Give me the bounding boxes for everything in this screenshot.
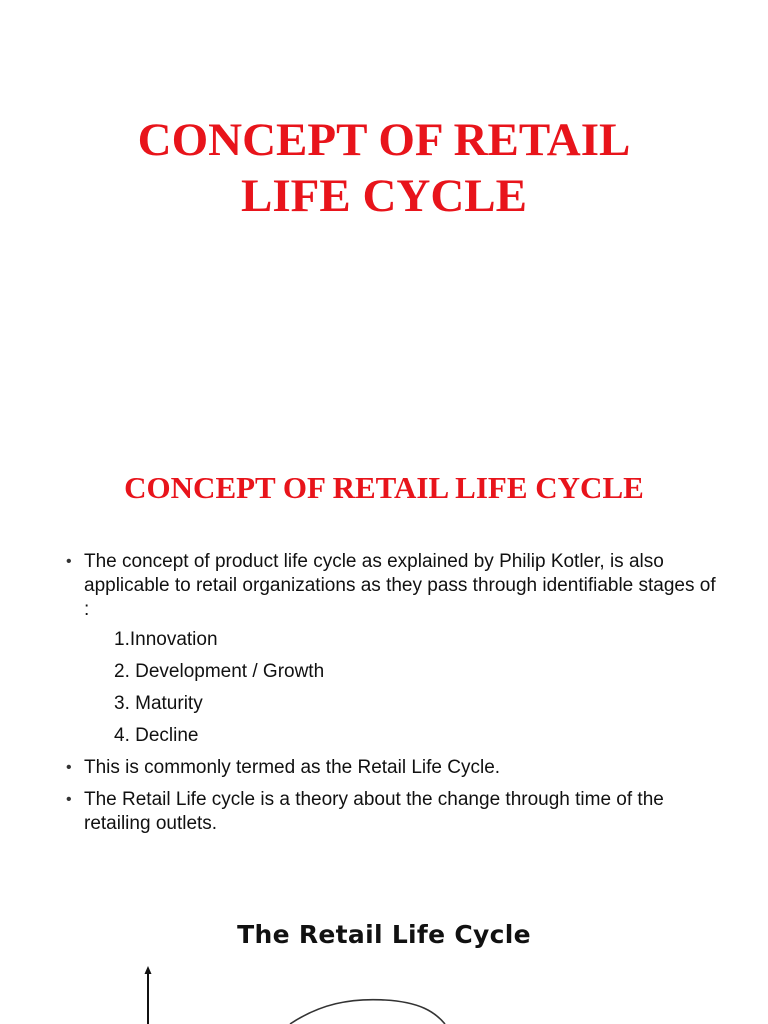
bullet-icon: • (66, 791, 72, 808)
stage-list (84, 628, 726, 748)
bullet-item-termed (66, 756, 726, 780)
diagram-slide (0, 900, 768, 1024)
y-axis-arrow-icon (145, 966, 152, 974)
life-cycle-diagram (0, 900, 768, 1024)
bullet-icon: • (66, 553, 72, 570)
stage-item-decline: 4. Decline (114, 725, 199, 746)
bullet-text: The concept of product life cycle as explained by Philip Kotler, is also applicable to retail organizations as they pass through identifiable stages of : (84, 551, 716, 620)
life-cycle-curve (290, 1000, 445, 1024)
slide-title-line-1: CONCEPT OF RETAIL (137, 114, 631, 166)
content-slide-title: CONCEPT OF RETAIL LIFE CYCLE (124, 470, 644, 505)
bullet-text: The Retail Life cycle is a theory about the change through time of the retailing outlets. (84, 789, 664, 834)
bullet-list (66, 550, 726, 844)
stage-item-growth: 2. Development / Growth (114, 661, 325, 682)
diagram-title: The Retail Life Cycle (237, 920, 531, 949)
stage-item-innovation: 1.Innovation (114, 629, 218, 650)
bullet-item-theory (66, 788, 726, 836)
content-slide (0, 430, 768, 900)
bullet-item-concept (66, 550, 726, 748)
slide-title-line-2: LIFE CYCLE (241, 170, 527, 222)
bullet-text: This is commonly termed as the Retail Life Cycle. (84, 757, 501, 778)
slide-title (0, 112, 768, 224)
bullet-icon: • (66, 759, 72, 776)
title-slide (0, 0, 768, 430)
stage-item-maturity: 3. Maturity (114, 693, 203, 714)
